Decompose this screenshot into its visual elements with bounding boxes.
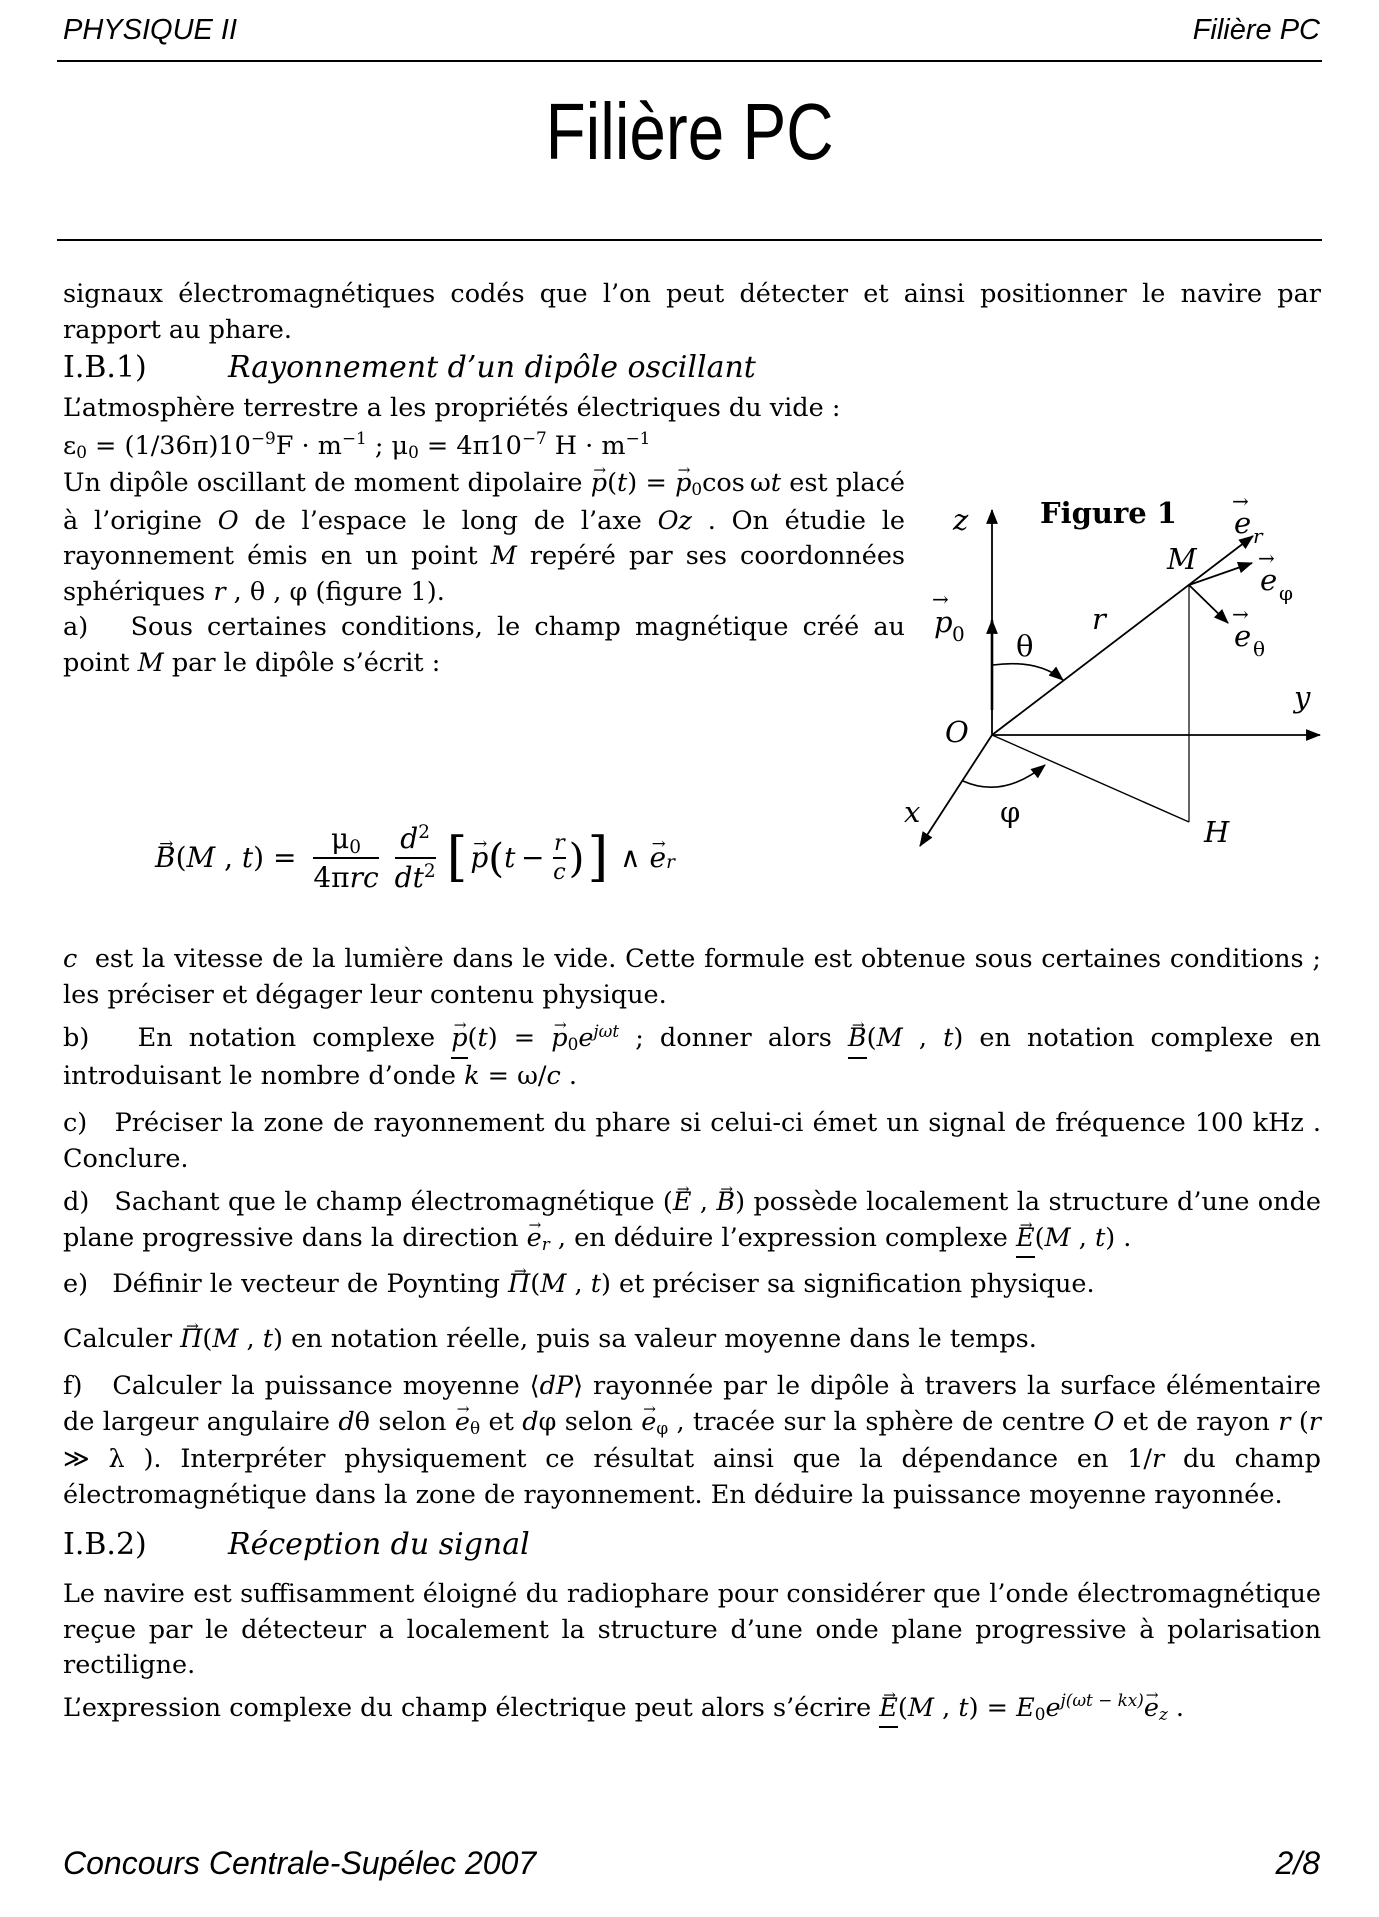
vector-arrow-glyph: → [932, 587, 949, 611]
math-segment: d [338, 1406, 355, 1437]
math-segment: ≫ λ ). Interpréter physiquement ce résultat ainsi que la dépendance en 1/ [63, 1444, 1153, 1474]
math-segment: → e [455, 1405, 470, 1441]
paragraph-navire [63, 1577, 1321, 1684]
math-segment: c [63, 944, 78, 974]
math-segment: ) en notation complexe en introduisant le nombre d’onde [63, 1023, 1321, 1091]
math-segment: t [1094, 1222, 1106, 1253]
math-segment: 2 [418, 821, 430, 843]
math-segment: ) possède localement la structure d’une onde plane progressive dans la direction [63, 1187, 1321, 1253]
math-segment: ( [530, 1269, 541, 1299]
math-segment: L’atmosphère terrestre a les propriétés électriques du vide : [63, 393, 841, 423]
paragraph-question-d [63, 1185, 1321, 1258]
math-segment: rayonnée par le dipôle à travers la surface élémentaire de largeur angulaire [63, 1371, 1321, 1437]
math-segment: φ selon [538, 1406, 642, 1437]
math-segment: t [241, 841, 254, 875]
figure-1-diagram [740, 470, 1360, 880]
math-segment: 0 [1034, 1703, 1046, 1724]
math-segment: r [553, 830, 565, 857]
svg-text:r: r [1253, 524, 1263, 548]
math-segment: ∧ [611, 841, 650, 875]
math-segment: ) et préciser sa signification physique. [600, 1269, 1095, 1299]
math-segment: rc [349, 861, 379, 894]
page-footer [63, 1845, 1320, 1882]
svg-text:θ: θ [1253, 637, 1266, 661]
phi-angle-label: φ [1000, 795, 1021, 829]
math-segment: 0 [691, 479, 703, 500]
page-header [63, 14, 1320, 47]
math-segment: r [541, 1233, 550, 1254]
math-segment: c [553, 859, 566, 885]
phi-angle-arc [963, 765, 1045, 787]
math-segment: = 4π10 [418, 430, 522, 461]
math-segment: , [902, 1023, 944, 1053]
math-segment: ⟩ [573, 1371, 584, 1401]
math-segment: → e [1144, 1691, 1159, 1727]
p0-vector-label [932, 587, 965, 646]
math-segment: ) = [487, 1023, 552, 1053]
math-segment: , [215, 841, 242, 875]
section-title: Réception du signal [228, 1527, 530, 1562]
math-segment: , [933, 1692, 959, 1723]
math-segment: signaux électromagnétiques codés que l’on peut détecter et ainsi positionner le navire par rapport au phare. [63, 279, 1321, 345]
ephi-unit-vector-label [1258, 546, 1293, 605]
math-segment: a) Sous certaines conditions, le champ magnétique créé au point [63, 612, 905, 678]
math-segment: M [186, 841, 216, 875]
math-segment: → p [591, 466, 607, 502]
math-segment: ) [568, 833, 585, 882]
math-segment: ( [607, 468, 618, 498]
oh-projection-line [992, 735, 1189, 822]
svg-text:p: p [934, 605, 953, 639]
math-segment: dP [539, 1371, 574, 1401]
math-segment: d [522, 1406, 539, 1437]
math-segment: → p [675, 466, 691, 502]
math-segment: ( [202, 1323, 213, 1354]
math-segment: E [1016, 1692, 1035, 1723]
math-segment: H · m [546, 430, 626, 461]
math-segment: t [770, 468, 781, 498]
math-segment: Le navire est suffisamment éloigné du radiophare pour considérer que l’onde électromagnétique reçue par le détecteur a localement la structure d’une onde plane progressive à polarisation rectiligne. [63, 1579, 1321, 1680]
math-segment: ) = [627, 468, 676, 498]
math-segment: φ [656, 1417, 669, 1438]
math-segment: → p [551, 1021, 567, 1057]
math-segment: θ selon [354, 1406, 455, 1437]
math-segment: e) Définir le vecteur de Poynting [63, 1269, 509, 1299]
math-segment: 2 [423, 860, 436, 882]
math-segment: r [1278, 1406, 1291, 1437]
paragraph-question-e [63, 1267, 1321, 1303]
figure-caption: Figure 1 [1040, 496, 1177, 530]
math-segment: t [617, 468, 628, 498]
math-segment: Oz [657, 505, 692, 536]
math-segment: → B [155, 840, 176, 876]
vector-arrow-glyph: → [1258, 546, 1275, 570]
math-segment: −1 [625, 428, 651, 449]
math-segment: c [546, 1060, 561, 1091]
vector-arrow-glyph: → [1232, 602, 1249, 626]
math-segment: 0 [408, 441, 419, 462]
math-segment: et de rayon [1114, 1406, 1279, 1437]
axis-label-x: x [904, 795, 921, 829]
header-subject: PHYSIQUE II [63, 14, 238, 46]
math-segment: t [958, 1692, 969, 1723]
math-segment: → Π [508, 1267, 530, 1303]
math-segment: r [213, 576, 226, 607]
math-segment: M [876, 1023, 903, 1053]
math-segment: → E [879, 1691, 898, 1729]
math-segment: → p [451, 1021, 467, 1059]
math-segment: → B [848, 1021, 867, 1059]
math-segment: t [262, 1323, 274, 1354]
point-label-M: M [1167, 542, 1197, 576]
math-segment: O [1093, 1406, 1115, 1437]
math-segment: du champ électromagnétique dans la zone de rayonnement. En déduire la puissance moyenne rayonnée. [63, 1444, 1321, 1510]
math-segment: est la vitesse de la lumière dans le vide. Cette formule est obtenue sous certaines conditions ; les préciser et dégager leur contenu physique. [63, 944, 1321, 1010]
math-segment: ( [175, 841, 187, 875]
math-segment: est placé à l’origine [63, 468, 905, 536]
section-title: Rayonnement d’un dipôle oscillant [228, 350, 756, 385]
axis-label-z: z [953, 503, 969, 537]
math-segment: ⟨ [529, 1371, 540, 1401]
math-fraction [313, 821, 378, 895]
math-segment: , [1070, 1222, 1095, 1253]
math-segment: → Π [180, 1322, 202, 1358]
math-segment: de l’espace le long de l’axe [238, 505, 658, 536]
math-segment: z [1158, 1703, 1168, 1724]
math-segment: L’expression complexe du champ électrique peut alors s’écrire [63, 1692, 880, 1723]
math-segment: j(ωt − kx) [1060, 1690, 1144, 1711]
math-segment: ) en notation réelle, puis sa valeur moyenne dans le temps. [273, 1323, 1037, 1354]
math-fraction [395, 821, 436, 895]
math-segment: → e [641, 1405, 656, 1441]
radius-label-r: r [1092, 602, 1106, 636]
math-segment: cos ω [702, 468, 771, 498]
math-segment: −1 [341, 428, 367, 449]
header-rule [57, 60, 1322, 62]
paragraph-question-c [63, 1106, 1321, 1177]
math-segment: ε [63, 430, 77, 461]
math-segment: ( [897, 1692, 908, 1723]
paragraph-expression-E [63, 1691, 1321, 1729]
math-segment: r [1308, 1406, 1321, 1437]
section-number: I.B.2) [63, 1527, 147, 1562]
math-segment: t [943, 1023, 954, 1053]
math-segment: t [504, 841, 516, 875]
math-segment: ( [1034, 1222, 1045, 1253]
math-segment: → E [1016, 1221, 1035, 1259]
math-segment: 0 [349, 836, 361, 858]
origin-label-O: O [945, 715, 969, 749]
math-segment: M [212, 1323, 239, 1354]
math-segment: e [1045, 1692, 1061, 1723]
math-segment: → p [470, 840, 488, 876]
math-segment: → e [527, 1221, 542, 1257]
math-segment: t [477, 1023, 488, 1053]
math-segment: M [490, 541, 517, 571]
footer-exam-name: Concours Centrale-Supélec 2007 [63, 1845, 537, 1881]
math-segment: θ [469, 1417, 481, 1438]
math-segment: → e [650, 840, 667, 876]
math-segment: ) . [1105, 1222, 1132, 1253]
e-phi-arrow [1189, 563, 1252, 585]
math-segment: = ω/ [479, 1060, 547, 1091]
footer-page-number: 2/8 [1275, 1845, 1320, 1881]
point-label-H: H [1204, 815, 1230, 849]
equation-magnetic-field [155, 821, 675, 895]
paragraph-atmosphere [63, 391, 905, 427]
math-segment: f) Calculer la puissance moyenne [63, 1371, 530, 1401]
math-segment: ; μ [366, 430, 409, 461]
math-segment: ( [1290, 1406, 1309, 1437]
paragraph-calc-poynting [63, 1322, 1321, 1358]
math-segment: ( [866, 1023, 877, 1053]
math-segment: ; donner alors [619, 1023, 848, 1053]
math-segment: r [1152, 1444, 1165, 1474]
math-segment: μ [331, 822, 350, 855]
paragraph-intro [63, 277, 1321, 348]
math-segment: . [1167, 1692, 1185, 1723]
math-segment: c) Préciser la zone de rayonnement du phare si celui-ci émet un signal de fréquence 100 kHz . Conclure. [63, 1108, 1321, 1174]
header-track: Filière PC [1192, 14, 1320, 46]
math-segment: ] [587, 826, 609, 889]
title-rule [57, 239, 1322, 241]
math-segment: t [590, 1269, 601, 1299]
math-segment: → E [673, 1185, 692, 1221]
paragraph-question-b [63, 1021, 1321, 1094]
math-segment: et [480, 1406, 523, 1437]
section-heading-ib2 [63, 1525, 1321, 1565]
theta-angle-label: θ [1016, 629, 1034, 663]
svg-text:φ: φ [1279, 581, 1294, 605]
theta-angle-arc [993, 664, 1063, 680]
math-segment: ) = [968, 1692, 1017, 1723]
equation-epsilon-mu [63, 429, 905, 467]
math-segment: , [238, 1323, 263, 1354]
math-segment: −7 [521, 428, 547, 449]
math-segment: F · m [275, 430, 342, 461]
er-unit-vector-label [1232, 489, 1264, 548]
math-segment: , [566, 1269, 591, 1299]
math-segment: ( [467, 1023, 478, 1053]
math-segment: r [666, 851, 675, 873]
math-segment: 0 [567, 1034, 579, 1055]
math-segment: . On étudie le rayonnement émis en un point [63, 505, 906, 571]
page-title: Filière PC [545, 87, 834, 176]
math-segment: M [540, 1269, 567, 1299]
section-number: I.B.1) [63, 350, 147, 385]
svg-text:e: e [1234, 506, 1252, 540]
etheta-unit-vector-label [1232, 602, 1265, 661]
math-segment: . [560, 1060, 578, 1091]
math-segment: M [137, 647, 164, 678]
math-segment: = (1/36π)10 [86, 430, 251, 461]
svg-text:e: e [1260, 563, 1278, 597]
math-segment: , en déduire l’expression complexe [549, 1222, 1016, 1253]
x-axis-line [920, 735, 992, 846]
math-segment: , [691, 1187, 717, 1217]
math-segment: M [1044, 1222, 1071, 1253]
math-segment: b) En notation complexe [63, 1023, 452, 1053]
math-segment: d) Sachant que le champ électromagnétique ( [63, 1187, 673, 1217]
paragraph-light-speed [63, 942, 1321, 1013]
math-segment: O [217, 505, 239, 536]
math-segment: − [515, 841, 551, 875]
math-segment: [ [446, 826, 468, 889]
math-segment: , tracée sur la sphère de centre [668, 1406, 1094, 1437]
e-theta-arrow [1189, 585, 1228, 623]
math-segment: e [578, 1023, 594, 1053]
section-heading-ib1 [63, 348, 1321, 388]
math-segment: → B [716, 1185, 735, 1221]
math-segment: jωt [593, 1020, 620, 1041]
math-segment: ) = [253, 841, 306, 875]
svg-text:0: 0 [952, 622, 965, 646]
math-segment: −9 [250, 428, 276, 449]
math-segment: par le dipôle s’écrit : [163, 647, 441, 678]
svg-text:e: e [1234, 619, 1252, 653]
math-segment: ( [488, 833, 505, 882]
math-segment: repéré par ses coordonnées sphériques [63, 541, 906, 607]
math-segment: , θ , φ (figure 1). [225, 576, 445, 607]
axis-label-y: y [1294, 680, 1311, 714]
math-segment: Calculer [63, 1323, 181, 1354]
vector-arrow-glyph: → [1232, 489, 1249, 513]
math-segment: M [907, 1692, 934, 1723]
math-fraction [553, 831, 566, 884]
paragraph-question-f [63, 1369, 1321, 1513]
math-segment: dt [394, 861, 424, 894]
math-segment: Un dipôle oscillant de moment dipolaire [63, 468, 591, 498]
math-segment: 4π [313, 861, 350, 894]
math-segment: 0 [76, 441, 87, 462]
math-segment: d [400, 822, 419, 855]
math-segment: k [464, 1060, 480, 1091]
